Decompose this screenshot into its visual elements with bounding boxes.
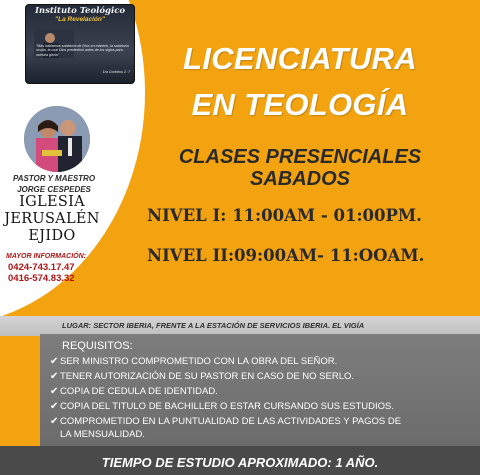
contact-phone-1: 0424-743.17.47 (8, 262, 75, 273)
checkmark-icon: ✔ (50, 371, 59, 382)
requirement-item: ✔ COPIA DEL TITULO DE BACHILLER O ESTAR CURSANDO SUS ESTUDIOS. (50, 401, 394, 412)
contact-phone-2: 0416-574.83.32 (8, 273, 75, 284)
classes-line1: CLASES PRESENCIALES (178, 146, 422, 168)
church-line2: JERUSALÉN (4, 211, 100, 227)
requirement-item: ✔ SER MINISTRO COMPROMETIDO CON LA OBRA DEL SEÑOR. (50, 356, 338, 367)
page-title (140, 36, 460, 128)
logo-quote: "Más hablamos sabiduría de Dios en misterio, la sabiduría oculta, la cual Dios predestinó antes de los siglos para nuestra gloria" (36, 44, 129, 57)
checkmark-icon: ✔ (50, 356, 59, 367)
level-1-schedule: NIVEL I: 11:00AM - 01:00PM. (147, 206, 422, 225)
requirements-heading: REQUISITOS: (62, 340, 133, 352)
checkmark-icon: ✔ (50, 386, 59, 397)
requirement-item: ✔ TENER AUTORIZACIÓN DE SU PASTOR EN CASO DE NO SERLO. (50, 371, 355, 382)
checkmark-icon: ✔ (50, 401, 59, 412)
pastor-caption-line1: PASTOR Y MAESTRO (12, 174, 96, 183)
pastor-photo (24, 106, 90, 172)
title-line1: LICENCIATURA (183, 41, 417, 76)
checkmark-icon: ✔ (50, 416, 59, 427)
church-line3: EJIDO (28, 228, 76, 244)
church-name (0, 194, 104, 245)
requirement-item: ✔ COMPROMETIDO EN LA PUNTUALIDAD DE LAS ACTIVIDADES Y PAGOS DE (50, 416, 402, 427)
requirement-item: ✔ COPIA DE CEDULA DE IDENTIDAD. (50, 386, 218, 397)
pastor-caption (4, 173, 104, 195)
church-line1: IGLESIA (19, 194, 85, 210)
requirement-item-continuation: LA MENSUALIDAD. (60, 429, 145, 440)
pastor-caption-line2: JORGE CESPEDES (17, 185, 91, 194)
logo-title: Instituto Teológico (34, 6, 126, 16)
contact-label: MAYOR INFORMACIÓN: (6, 253, 86, 260)
logo-reference: 1ra Corintios 2: 7 (102, 70, 130, 74)
study-duration: TIEMPO DE ESTUDIO APROXIMADO: 1 AÑO. (101, 455, 379, 470)
logo-subtitle: "La Revelación" (55, 16, 105, 23)
location-text: LUGAR: SECTOR IBERIA, FRENTE A LA ESTACIÓN DE SERVICIOS IBERIA. EL VIGÍA (62, 321, 365, 330)
classes-heading (130, 146, 470, 190)
level-2-schedule: NIVEL II:09:00AM- 11:OOAM. (147, 246, 425, 265)
title-line2: EN TEOLOGÍA (191, 87, 409, 122)
classes-line2: SABADOS (249, 168, 350, 190)
